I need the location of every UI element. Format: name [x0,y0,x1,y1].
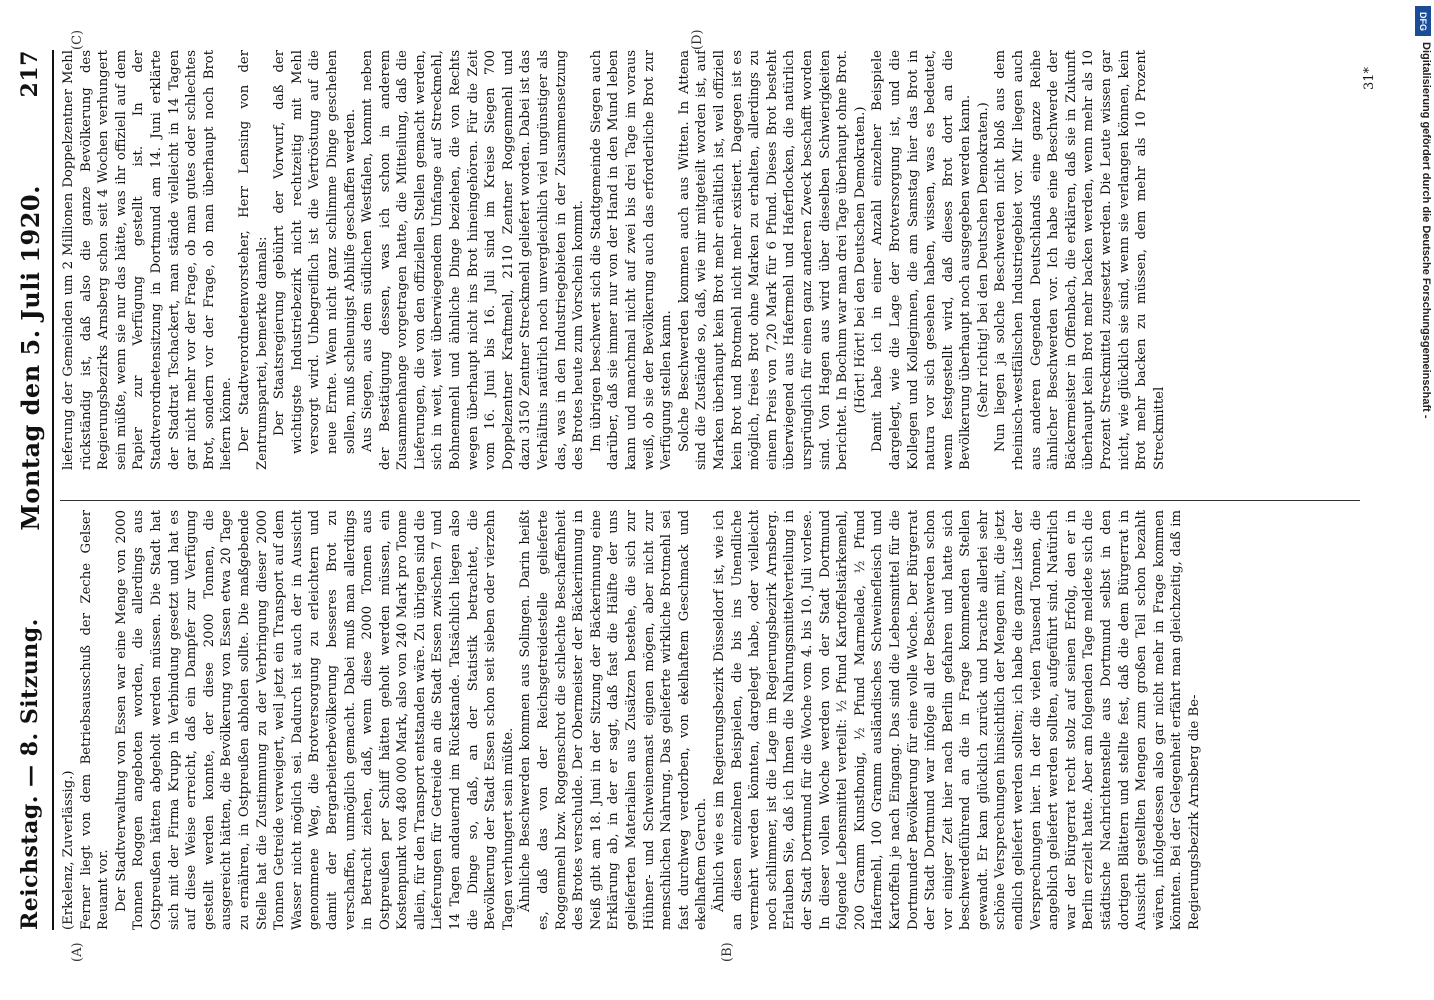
left-paragraph: (Erkelenz, Zuverlässig.) [61,770,76,930]
left-paragraph: Ähnliche Beschwerden kommen aus Solingen. Darin heißt es, daß das von der Reichsgetreidestelle gelieferte Roggenmehl bzw. Roggenschrot die schlechte Beschaffenheit des Brotes verschulde. Der Obermeister der Bäckerinnung in Neiß gibt am 18. Juni in der Sitzung der Bäckerinnung eine Erklärung ab, in der er sagt, daß fast die Hälfte der uns gelieferten Materialien aus Zusätzen bestehe, die sich zur Hühner- und Schweinemast eignen mögen, aber nicht zur menschlichen Nahrung. Das gelieferte wirkliche Brotmehl sei fast durchweg verdorben, von ekelhaftem Geschmack und ekelhaftem Geruch. [518,510,710,930]
margin-marker-c: (C) [70,29,85,50]
right-column [60,50,1360,470]
header-left: Reichstag. — 8. Sitzung. [17,618,43,930]
right-paragraph: Aus Siegen, aus dem südlichen Westfalen, kommt neben der Bestätigung dessen, was ich schon in anderem Zusammenhange vorgetragen hatte, die Mitteilung, daß die Lieferungen, die von den offiziellen Stellen gemacht werden, sich in weit, weit überwiegendem Umfange auf Streckmehl, Bohnenmehl und ähnliche Dinge beziehen, die von Rechts wegen überhaupt nicht ins Brot hineingehören. Für die Zeit vom 16. Juni bis 16. Juli sind im Kreise Siegen 700 Doppelzentner Kraftmehl, 2110 Zentner Roggenmehl und dazu 3150 Zentner Streckmehl geliefert worden. Dabei ist das Verhältnis natürlich noch unvergleichlich viel ungünstiger als das, was in den Industriegebieten in der Zusammensetzung des Brotes heute zum Vorschein kommt. [360,50,587,470]
page-header [10,50,50,930]
right-paragraph: Solche Beschwerden kommen auch aus Witten. In Attena sind die Zustände so, daß, wie mir mitgeteilt worden ist, auf Marken überhaupt kein Brot mehr erhältlich ist, weil offiziell kein Brot und Brotmehl nicht mehr existiert. Dagegen ist es möglich, freies Brot ohne Marken zu erhalten, allerdings zu einem Preis von 7,20 Mark für 6 Pfund. Dieses Brot besteht überwiegend aus Hafermehl und Haferflocken, die natürlich ursprünglich für einen ganz anderen Zweck beschafft worden sind. Von Hagen aus wird über dieselben Schwierigkeiten berichtet. In Bochum war man drei Tage überhaupt ohne Brot. [676,50,851,470]
right-paragraph: Im übrigen beschwert sich die Stadtgemeinde Siegen auch darüber, daß sie immer nur von der Hand in den Mund leben kann und manchmal nicht auf zwei bis drei Tage im voraus weiß, ob sie der Bevölkerung auch das erforderliche Brot zur Verfügung stellen kann. [588,50,675,470]
right-paragraph: Der Stadtverordnetenvorsteher, Herr Lensing von der Zentrumspartei, bemerkte damals: [236,50,270,470]
left-paragraph: Der Stadtverwaltung von Essen war eine Menge von 2000 Tonnen Roggen angeboten worden, die allerdings aus Ostpreußen hätten abgeholt werden müssen. Die Stadt hat sich mit der Firma Krupp in Verbindung gesetzt und hat es auf diese Weise erreicht, daß ein Dampfer zur Verfügung gestellt werden konnte, der diese 2000 Tonnen, die ausgereicht hätten, die Bevölkerung von Essen etwa 20 Tage zu ernähren, in Ostpreußen abholen sollte. Die maßgebende Stelle hat die Zustimmung zu der Verbringung dieser 2000 Tonnen Getreide verweigert, weil jetzt ein Transport auf dem Wasser nicht möglich sei. Dadurch ist auch der in Aussicht genommene Weg, die Brotversorgung zu erleichtern und damit der Bergarbeiterbevölkerung besseres Brot zu verschaffen, unmöglich gemacht. Dabei muß man allerdings in Betracht ziehen, daß, wenn diese 2000 Tonnen aus Ostpreußen per Schiff hätten geholt werden müssen, ein Kostenpunkt von 480 000 Mark, also von 240 Mark pro Tonne allein, für den Transport entstanden wäre. Zu übrigen sind die Lieferungen für Getreide an die Stadt Essen zwischen 7 und 14 Tagen andauernd im Rückstande. Tatsächlich liegen also die Dinge so, daß, an der Statistik betrachtet, die Bevölkerung der Stadt Essen schon seit sieben oder vierzehn Tagen verhungert sein müßte. [113,510,516,930]
margin-marker-b: (B) [720,942,735,962]
header-rule [52,50,54,930]
right-paragraph: Damit habe ich in einer Anzahl einzelner Beispiele dargelegt, wie die Lage der Brotversorgung ist, und die Kollegen und Kolleginnen, die am Samstag hier das Brot in natura vor sich gesehen haben, wissen, was es bedeutet, wenn festgestellt wird, daß dieses Brot dort an die Bevölkerung überhaupt noch ausgegeben werden kann. [870,50,974,470]
right-quote: Der Staatsregierung gebührt der Vorwurf, daß der wichtigste Industriebezirk nicht rechtzeitig mit Mehl versorgt wird. Unbegreiflich ist die Vertröstung auf die neue Ernte. Wenn nicht ganz schlimme Dinge geschehen sollen, muß schleunigst Abhilfe geschaffen werden. [272,50,358,454]
side-credit: Digitalisierung gefördert durch die Deutsche Forschungsgemeinschaft - [1420,42,1432,419]
margin-marker-d: (D) [690,29,705,50]
interjection: (Hört! Hört! bei den Deutschen Demokraten.) [852,106,868,414]
right-paragraph: Nun liegen ja solche Beschwerden nicht bloß aus dem rheinisch-westfälischen Industriegebiet vor. Mir liegen auch aus anderen Gegenden Deutschlands eine ganze Reihe ähnlicher Beschwerden vor. Ich habe eine Beschwerde der Bäckermeister in Offenbach, die erklären, daß sie in Zukunft überhaupt kein Brot mehr backen werden, wenn mehr als 10 Prozent Streckmittel zugesetzt werden. Die Leute wissen gar nicht, wie glücklich sie sind, wenn sie verlangen können, kein Brot mehr backen zu müssen, dem mehr als 10 Prozent Streckmittel [993,50,1167,470]
left-paragraph: Ferner liegt von dem Betriebsausschuß der Zeche Gelser Reuamt vor. [78,510,112,930]
column-divider [60,500,1360,501]
dfg-logo: DFG [1415,6,1431,36]
interjection: (Sehr richtig! bei den Deutschen Demokraten.) [975,102,991,418]
signature-mark: 31* [1362,66,1377,90]
left-column [60,510,1360,930]
page-number: 217 [17,50,43,98]
left-paragraph: Ähnlich wie es im Regierungsbezirk Düsseldorf ist, wie ich an diesen einzelnen Beispielen, die bis ins Unendliche vermehrt werden könnten, dargelegt habe, oder vielleicht noch schlimmer, ist die Lage im Regierungsbezirk Arnsberg. Erlauben Sie, daß ich Ihnen die Nahrungsmittelverteilung in der Stadt Dortmund für die Woche vom 4. bis 10. Juli vorlese. In dieser vollen Woche werden von der Stadt Dortmund folgende Lebensmittel verteilt: ½ Pfund Kartoffelstärkemehl, 200 Gramm Kunsthonig, ½ Pfund Marmelade, ½ Pfund Hafermehl, 100 Gramm ausländisches Schweinefleisch und Kartoffeln je nach Eingang. Das sind die Lebensmittel für die Dortmunder Bevölkerung für eine volle Woche. Der Bürgerrat der Stadt Dortmund war infolge all der Beschwerden schon vor einiger Zeit hier nach Berlin gefahren und hatte sich beschwerdeführend an die in Frage kommenden Stellen gewandt. Er kam glücklich zurück und brachte allerlei sehr schöne Versprechungen hinsichtlich der Mengen mit, die jetzt endlich geliefert werden sollten; ich habe die ganze Liste der Versprechungen hier. In der die vielen Tausend Tonnen, die angeblich geliefert werden sollten, aufgeführt sind. Natürlich war der Bürgerrat recht stolz auf seinen Erfolg, den er in Berlin erzielt hatte. Aber am folgenden Tage meldete sich die städtische Nachrichtenstelle aus Dortmund selbst in den dortigen Blättern und stellte fest, daß die dem Bürgerrat in Aussicht gestellten Mengen zum großen Teil schon bezahlt wären, infolgedessen also gar nicht mehr in Frage kommen könnten. Bei der Gelegenheit erfährt man gleichzeitig, daß im Regierungsbezirk Arnsberg die Be- [711,510,1202,930]
header-date: Montag den 5. Juli 1920. [15,185,45,531]
right-paragraph: lieferung der Gemeinden um 2 Millionen Doppelzentner Mehl rückständig ist, daß also die ganze Bevölkerung des Regierungsbezirks Arnsberg schon seit 4 Wochen verhungert sein müßte, wenn sie nur das hätte, was ihr offiziell auf dem Papier zur Verfügung gestellt ist. In der Stadtverordnetensitzung in Dortmund am 14. Juni erklärte der Stadtrat Tschackert, man stände vielleicht in 14 Tagen gar nicht mehr vor der Frage, ob man gutes oder schlechtes Brot, sondern vor der Frage, ob man überhaupt noch Brot liefern könne. [61,50,235,470]
rotated-page [0,30,1400,970]
margin-marker-a: (A) [70,942,85,962]
